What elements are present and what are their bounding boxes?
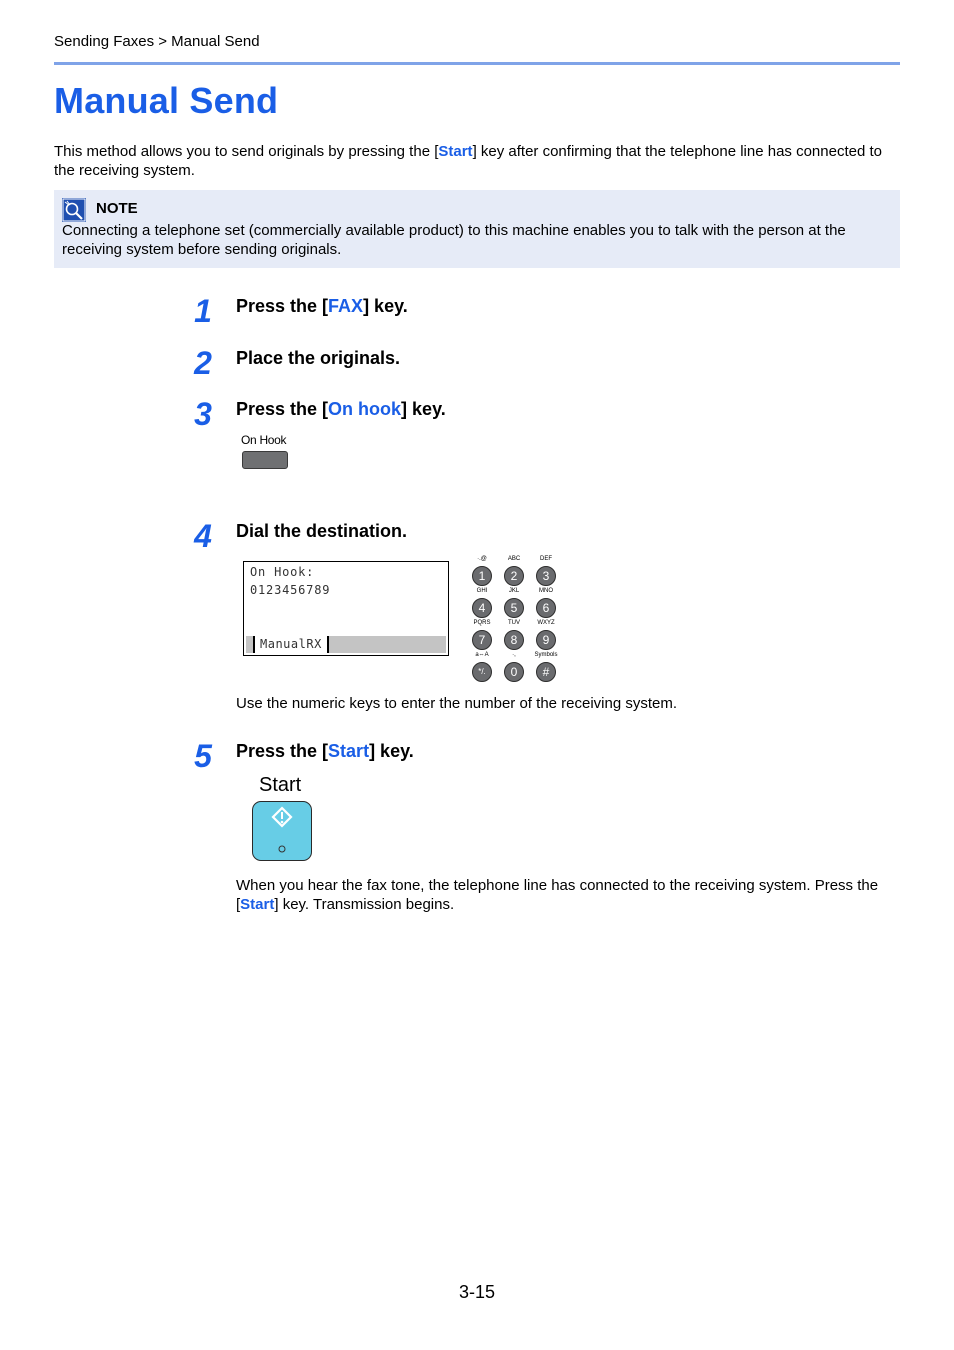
lcd-line-1: On Hook: [250,565,315,579]
step-3-suffix: ] key. [401,399,446,419]
step-4-number: 4 [194,518,212,554]
lcd-line-2: 0123456789 [250,583,331,597]
note-box [54,190,900,268]
keypad-sub-label: DEF [540,556,552,562]
step-4-text: Dial the destination. [236,521,408,541]
start-key-illustration [252,801,312,861]
keypad-key-7: 7 [472,630,492,650]
step-5-number: 5 [194,738,212,774]
keypad-key-5: 5 [504,598,524,618]
onhook-key-label: On Hook [241,433,287,447]
onhook-key-illustration [242,451,288,469]
step-4-description: Use the numeric keys to enter the number of the receiving system. [236,695,678,712]
note-text: Connecting a telephone set (commercially available product) to this machine enables you to talk with the person at the receiving system before sending originals. [62,222,846,258]
step-5-text [236,741,414,762]
keypad-sub-label: ·, [512,652,516,658]
step-1-number: 1 [194,293,212,329]
keypad-sub-label: GHI [476,588,488,594]
step-1-prefix: Press the [ [236,296,329,316]
note-icon [62,198,86,222]
intro-text-after: ] key after confirming that the telephone line has connected to the receiving system. [54,143,882,179]
step-3-text [236,399,446,420]
start-diamond-icon [253,802,311,860]
step-2-text: Place the originals. [236,348,401,368]
step-5-suffix: ] key. [369,741,414,761]
keypad-key-0: 0 [504,662,524,682]
step-1-text [236,296,408,317]
keypad-sub-label: MNO [539,588,553,594]
keypad-key-8: 8 [504,630,524,650]
keypad-sub-label: ·.@ [477,556,487,562]
keypad-sub-label: WXYZ [537,620,555,626]
step-5-desc-start-key: Start [240,896,275,913]
step-3-onhook-key: On hook [328,399,402,419]
lcd-softkey: ManualRX [253,636,329,653]
page-title: Manual Send [54,80,279,121]
keypad-sub-label: PQRS [473,620,491,626]
keypad-key-4: 4 [472,598,492,618]
keypad-sub-label: Symbols [534,652,558,658]
note-label: NOTE [96,200,138,217]
keypad-sub-label: a⇔A [475,652,489,658]
numeric-keypad [466,556,562,684]
header-rule [54,62,900,65]
step-5-desc-after: ] key. Transmission begins. [274,896,455,913]
keypad-key-hash: # [536,662,556,682]
intro-start-key: Start [438,143,473,160]
step-5-desc-before: When you hear the fax tone, the telephone line has connected to the receiving system. Press the [ [236,877,879,913]
keypad-key-star: */. [472,662,492,682]
keypad-key-3: 3 [536,566,556,586]
start-key-label: Start [259,774,302,796]
step-1-suffix: ] key. [363,296,408,316]
intro-text-before: This method allows you to send originals by pressing the [ [54,143,439,160]
step-1-fax-key: FAX [328,296,364,316]
keypad-key-2: 2 [504,566,524,586]
keypad-sub-label: TUV [508,620,520,626]
step-3-prefix: Press the [ [236,399,329,419]
lcd-display [243,561,449,656]
keypad-sub-label: ABC [507,556,521,562]
intro-paragraph [54,142,900,180]
keypad-key-1: 1 [472,566,492,586]
step-5-start-key: Start [328,741,370,761]
breadcrumb: Sending Faxes > Manual Send [54,33,260,50]
keypad-sub-label: JKL [508,588,520,594]
step-5-prefix: Press the [ [236,741,329,761]
step-5-description [236,876,900,914]
step-3-number: 3 [194,396,212,432]
keypad-key-6: 6 [536,598,556,618]
page-number: 3-15 [458,1282,496,1302]
step-2-number: 2 [194,345,212,381]
keypad-key-9: 9 [536,630,556,650]
